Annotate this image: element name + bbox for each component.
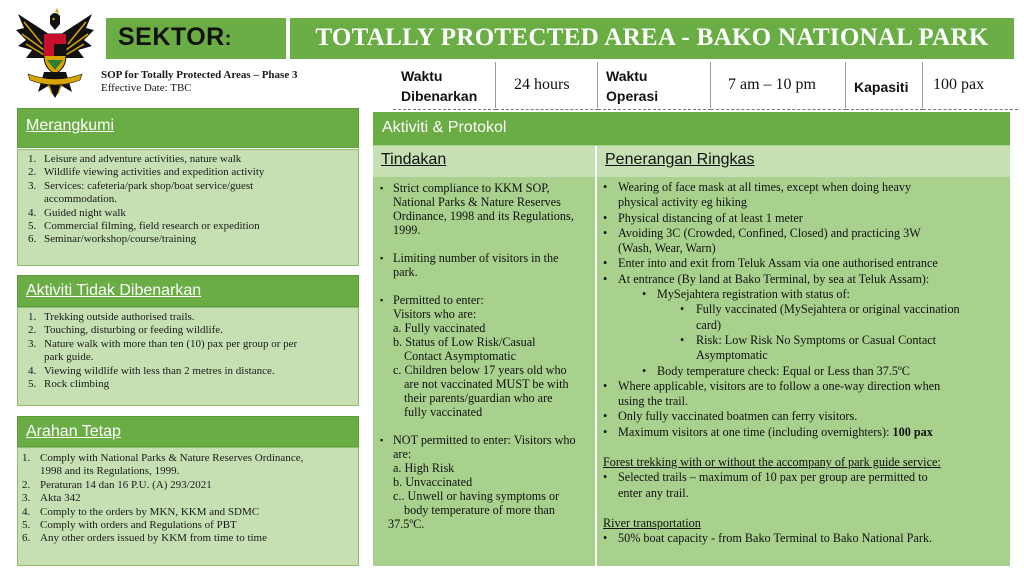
square-bullet-icon: ▪ xyxy=(380,295,384,305)
list-item-continuation: park guide. xyxy=(44,351,94,364)
list-item: 1. Trekking outside authorised trails. xyxy=(28,311,195,323)
square-bullet-icon: ▪ xyxy=(380,253,384,263)
waktu-operasi-value: 7 am – 10 pm xyxy=(728,76,816,93)
waktu-dibenarkan-value: 24 hours xyxy=(514,76,570,93)
list-item: 2. Wildlife viewing activities and expedition activity xyxy=(28,166,265,179)
aktiviti-header xyxy=(373,112,1010,145)
bullet-icon: • xyxy=(603,531,608,546)
bullet-icon: • xyxy=(603,225,608,240)
list-item: 2. Touching, disturbing or feeding wildlife. xyxy=(28,324,223,337)
list-item: 1. Comply with National Parks & Nature Reserves Ordinance, xyxy=(22,452,304,464)
bullet-icon: • xyxy=(680,302,685,317)
penerangan-item: • 50% boat capacity - from Bako Terminal to Bako National Park. xyxy=(603,531,933,546)
tidak-dibenarkan-header xyxy=(17,275,359,307)
list-item: 3. Services: cafeteria/park shop/boat service/guest xyxy=(28,179,254,192)
penerangan-item: • Wearing of face mask at all times, except when doing heavy physical activity eg hiking xyxy=(603,180,912,210)
list-item: 4. Comply to the orders by MKN, KKM and SDMC xyxy=(22,505,260,518)
bullet-icon: • xyxy=(603,409,608,424)
sop-phase-text: SOP for Totally Protected Areas – Phase 3 xyxy=(101,69,298,81)
waktu-dibenarkan-label-1: Waktu xyxy=(401,68,443,84)
list-item: 6. Seminar/workshop/course/training xyxy=(28,233,197,246)
sector-label: SEKTOR: xyxy=(118,23,232,51)
kapasiti-value: 100 pax xyxy=(933,76,985,93)
waktu-operasi-label-1: Waktu xyxy=(606,68,648,84)
penerangan-subitem: • MySejahtera registration with status of: xyxy=(642,287,850,302)
waktu-operasi-value-cell xyxy=(711,62,846,110)
penerangan-item: • Maximum visitors at one time (including overnighters): 100 pax xyxy=(603,424,933,439)
aktiviti-title: Aktiviti & Protokol xyxy=(382,119,507,136)
waktu-dibenarkan-value-cell xyxy=(496,62,598,110)
tindakan-item: ▪ NOT permitted to enter: Visitors who are: a. High Risk b. Unvaccinated c.. Unwell or having symptoms or body temperature of more than 37.5ºC. xyxy=(380,433,576,531)
sector-label-box xyxy=(106,18,288,59)
list-item-continuation: accommodation. xyxy=(44,193,118,206)
effective-date-text: Effective Date: TBC xyxy=(101,82,192,94)
bullet-icon: • xyxy=(680,332,685,347)
list-item-continuation: 1998 and its Regulations, 1999. xyxy=(40,465,180,478)
kapasiti-value-cell xyxy=(923,62,1018,110)
tindakan-title: Tindakan xyxy=(381,151,447,168)
penerangan-item: • Where applicable, visitors are to follow a one-way direction when using the trail. xyxy=(603,378,941,409)
list-item: 6. Any other orders issued by KKM from time to time xyxy=(22,532,267,545)
list-item: 5. Commercial filming, field research or expedition xyxy=(28,220,260,233)
square-bullet-icon: ▪ xyxy=(380,435,384,445)
penerangan-subsubitem: • Fully vaccinated (MySejahtera or original vaccination card) xyxy=(680,302,960,332)
sarawak-emblem-icon xyxy=(14,8,96,102)
bullet-icon: • xyxy=(642,287,647,302)
list-item: 3. Nature walk with more than ten (10) pax per group or per xyxy=(28,337,298,350)
bullet-icon: • xyxy=(603,180,608,194)
arahan-tetap-title: Arahan Tetap xyxy=(26,423,121,440)
penerangan-item: • Avoiding 3C (Crowded, Confined, Closed) and practicing 3W (Wash, Wear, Warn) xyxy=(603,225,921,256)
list-item: 2. Peraturan 14 dan 16 P.U. (A) 293/2021 xyxy=(22,478,212,491)
kapasiti-label-cell xyxy=(846,62,923,110)
list-item: 4. Guided night walk xyxy=(28,206,126,219)
page-title: TOTALLY PROTECTED AREA - BAKO NATIONAL PARK xyxy=(315,24,989,51)
tidak-dibenarkan-title: Aktiviti Tidak Dibenarkan xyxy=(26,282,202,299)
bullet-icon: • xyxy=(603,424,608,439)
list-item: 1. Leisure and adventure activities, nature walk xyxy=(28,153,242,165)
arahan-tetap-header xyxy=(17,416,359,447)
forest-trekking-heading: Forest trekking with or without the accompany of park guide service: xyxy=(603,455,941,470)
tidak-dibenarkan-list xyxy=(22,311,356,391)
list-item: 3. Akta 342 xyxy=(22,492,81,505)
penerangan-item: • At entrance (By land at Bako Terminal, by sea at Teluk Assam): xyxy=(603,271,930,286)
river-transport-heading: River transportation xyxy=(603,515,701,530)
merangkumi-body xyxy=(17,149,359,266)
merangkumi-header xyxy=(17,108,359,148)
arahan-tetap-body xyxy=(17,447,359,566)
bullet-icon: • xyxy=(603,210,608,225)
penerangan-subsubitem: • Risk: Low Risk No Symptoms or Casual Contact Asymptomatic xyxy=(680,332,937,363)
list-item: 4. Viewing wildlife with less than 2 metres in distance. xyxy=(28,364,275,377)
tindakan-column-header xyxy=(373,146,595,177)
kapasiti-label: Kapasiti xyxy=(854,79,909,95)
bullet-icon: • xyxy=(603,256,608,271)
merangkumi-title: Merangkumi xyxy=(26,117,115,134)
waktu-operasi-label-cell xyxy=(598,62,711,110)
list-item: 5. Comply with orders and Regulations of PBT xyxy=(22,519,237,532)
penerangan-title: Penerangan Ringkas xyxy=(605,151,755,168)
waktu-operasi-label-2: Operasi xyxy=(606,88,659,104)
penerangan-column xyxy=(603,180,1007,547)
penerangan-item: • Only fully vaccinated boatmen can ferry visitors. xyxy=(603,409,858,424)
merangkumi-list xyxy=(22,153,356,247)
bullet-icon: • xyxy=(642,363,647,378)
penerangan-column-header xyxy=(597,146,1010,177)
list-item: 5. Rock climbing xyxy=(28,378,110,391)
penerangan-item: • Selected trails – maximum of 10 pax per group are permitted to enter any trail. xyxy=(603,470,928,500)
bullet-icon: • xyxy=(603,470,608,485)
tindakan-item: ▪ Permitted to enter: Visitors who are: a. Fully vaccinated b. Status of Low Risk/Casual Contact Asymptomatic c. Children below 17 years old who are not vaccinated MUST be with their parents/guardian who are fully vaccinated xyxy=(380,293,569,419)
square-bullet-icon: ▪ xyxy=(380,183,384,193)
waktu-dibenarkan-label-cell xyxy=(393,62,496,110)
tindakan-item: ▪ Strict compliance to KKM SOP, National Parks & Nature Reserves Ordinance, 1998 and its Regulations, 1999. xyxy=(380,181,574,237)
penerangan-subitem: • Body temperature check: Equal or Less than 37.5ºC xyxy=(642,363,910,378)
page-title-box xyxy=(290,18,1014,59)
column-divider xyxy=(595,146,597,566)
bullet-icon: • xyxy=(603,378,608,393)
arahan-tetap-list xyxy=(18,452,356,546)
tindakan-item: ▪ Limiting number of visitors in the park. xyxy=(380,251,559,279)
bullet-icon: • xyxy=(603,271,608,286)
tindakan-column xyxy=(380,181,592,531)
penerangan-item: • Physical distancing of at least 1 meter xyxy=(603,210,803,225)
penerangan-item: • Enter into and exit from Teluk Assam via one authorised entrance xyxy=(603,256,938,271)
tidak-dibenarkan-body xyxy=(17,307,359,406)
waktu-dibenarkan-label-2: Dibenarkan xyxy=(401,88,478,104)
